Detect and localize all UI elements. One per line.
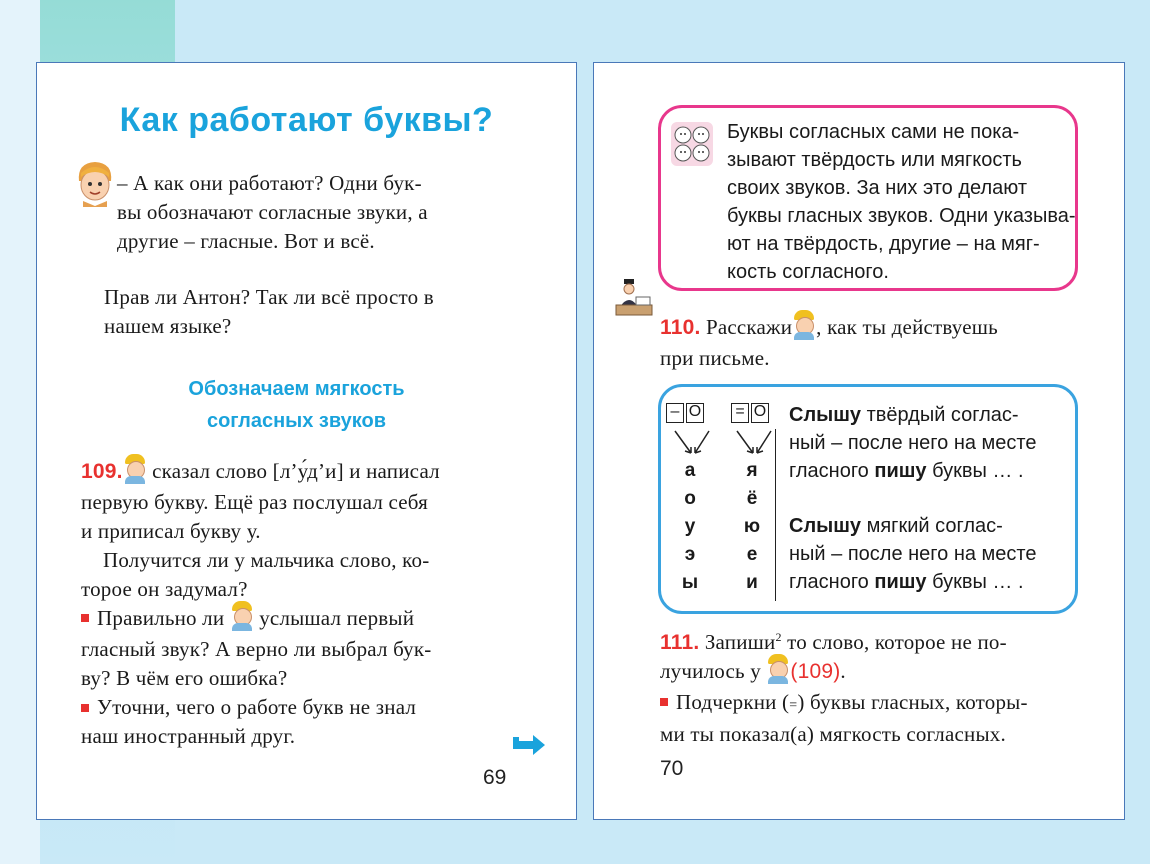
page-number: 70 <box>660 757 684 780</box>
subtitle-line: Обозначаем мягкость <box>188 378 405 400</box>
page-title: Как работают буквы? <box>119 101 494 139</box>
text-line: ву? В чём его ошибка? <box>81 666 288 691</box>
text-span: буквы … . <box>926 460 1024 482</box>
text-span: ) буквы гласных, которы- <box>797 690 1028 715</box>
text-line: ют на твёрдость, другие – на мяг- <box>727 233 1040 255</box>
exercise-number: 111. <box>660 631 700 654</box>
soft-scheme <box>731 403 771 423</box>
text-line: своих звуков. За них это делают <box>727 177 1027 199</box>
text-line: нашем языке? <box>104 314 232 338</box>
scheme-square: О <box>751 403 769 423</box>
text-line: первую букву. Ещё раз послушал себя <box>81 490 428 515</box>
kid-with-cap-icon <box>230 601 254 631</box>
text-span: мягкий соглас- <box>861 515 1003 537</box>
underline-mark: = <box>789 698 798 714</box>
exercise-number: 109. <box>81 460 123 483</box>
text-span: Правильно ли <box>97 606 225 631</box>
vowel: а <box>684 460 696 481</box>
vowel: ы <box>681 572 699 593</box>
exercise-number: 110. <box>660 316 701 339</box>
soft-consonant-rule <box>789 512 1071 596</box>
text-line: другие – гласные. Вот и всё. <box>117 229 375 253</box>
arrows-icon <box>669 429 779 457</box>
vowel: у <box>684 516 696 537</box>
bold-word: Слышу <box>789 404 862 426</box>
text-span: . <box>840 659 846 683</box>
bullet-square <box>81 614 89 622</box>
page-left <box>36 62 577 820</box>
hard-consonant-rule <box>789 401 1071 485</box>
bullet-square <box>660 698 668 706</box>
page-right <box>593 62 1125 820</box>
subtitle-line: согласных звуков <box>206 410 387 432</box>
hard-scheme <box>666 403 706 423</box>
vowel: и <box>746 572 758 593</box>
exercise-reference[interactable]: (109) <box>790 660 841 683</box>
text-span: услышал первый <box>259 606 415 631</box>
kid-with-cap-icon <box>766 654 790 684</box>
text-span: гласного <box>789 460 875 482</box>
hard-vowels-column <box>675 457 705 597</box>
vowel: э <box>684 544 696 565</box>
bold-word: пишу <box>874 571 927 593</box>
text-line: ный – после него на месте <box>789 432 1037 454</box>
scheme-square: О <box>686 403 704 423</box>
next-page-arrow-icon[interactable] <box>511 733 547 757</box>
rule-text <box>727 118 1076 286</box>
text-span: то слово, которое не по- <box>781 630 1007 654</box>
exercise-110 <box>660 313 1076 373</box>
text-span: Подчеркни ( <box>676 690 790 715</box>
bold-word: пишу <box>874 460 927 482</box>
background-left <box>0 0 40 864</box>
vowel: ю <box>743 516 761 537</box>
kid-with-cap-icon <box>123 454 147 484</box>
vowel: я <box>746 460 758 481</box>
text-span: лучилось у <box>660 659 761 683</box>
text-line: ми ты показал(а) мягкость согласных. <box>660 722 1006 747</box>
text-line: ный – после него на месте <box>789 543 1037 565</box>
soft-vowels-column <box>737 457 767 597</box>
kid-with-cap-icon <box>792 310 816 340</box>
section-subtitle <box>37 373 556 437</box>
text-span: буквы … . <box>926 571 1024 593</box>
text-line: зывают твёрдость или мягкость <box>727 149 1022 171</box>
teacher-at-desk-icon <box>614 277 654 317</box>
vowel: ё <box>746 488 758 509</box>
scheme-square: – <box>666 403 684 423</box>
vowel: е <box>746 544 758 565</box>
text-span: Уточни, чего о работе букв не знал <box>97 695 417 720</box>
superscript: 2 <box>775 630 782 644</box>
exercise-109 <box>81 457 511 751</box>
text-line: и приписал букву у. <box>81 519 261 544</box>
faces-group-icon <box>671 122 713 166</box>
text-line: кость согласного. <box>727 261 889 283</box>
text-line: торое он задумал? <box>81 577 248 602</box>
vowel-scheme-box <box>658 384 1078 614</box>
bold-word: Слышу <box>789 515 862 537</box>
text-line: вы обозначают согласные звуки, а <box>117 200 428 224</box>
boy-face-icon <box>73 159 117 207</box>
exercise-111 <box>660 623 1078 749</box>
text-span: , как ты действуешь <box>816 315 998 339</box>
text-line: наш иностранный друг. <box>81 724 296 749</box>
column-divider <box>775 429 776 601</box>
text-line: Буквы согласных сами не пока- <box>727 121 1020 143</box>
vowel: о <box>684 488 696 509</box>
scheme-square: = <box>731 403 749 423</box>
text-line: Получится ли у мальчика слово, ко- <box>103 548 430 573</box>
text-span: Расскажи <box>705 315 793 339</box>
text-line: – А как они работают? Одни бук- <box>117 171 422 195</box>
page-number: 69 <box>483 766 507 789</box>
text-line: сказал слово [л’у́д’и] и написал <box>152 459 440 483</box>
text-span: гласного <box>789 571 875 593</box>
rule-box <box>658 105 1078 291</box>
text-span: твёрдый соглас- <box>861 404 1019 426</box>
question-paragraph <box>104 283 512 341</box>
text-line: Прав ли Антон? Так ли всё просто в <box>104 285 434 309</box>
text-line: при письме. <box>660 346 770 371</box>
bullet-square <box>81 704 89 712</box>
text-line: гласный звук? А верно ли выбрал бук- <box>81 637 432 662</box>
anton-speech <box>117 169 511 256</box>
text-line: буквы гласных звуков. Одни указыва- <box>727 205 1076 227</box>
text-span: Запиши <box>704 630 776 654</box>
